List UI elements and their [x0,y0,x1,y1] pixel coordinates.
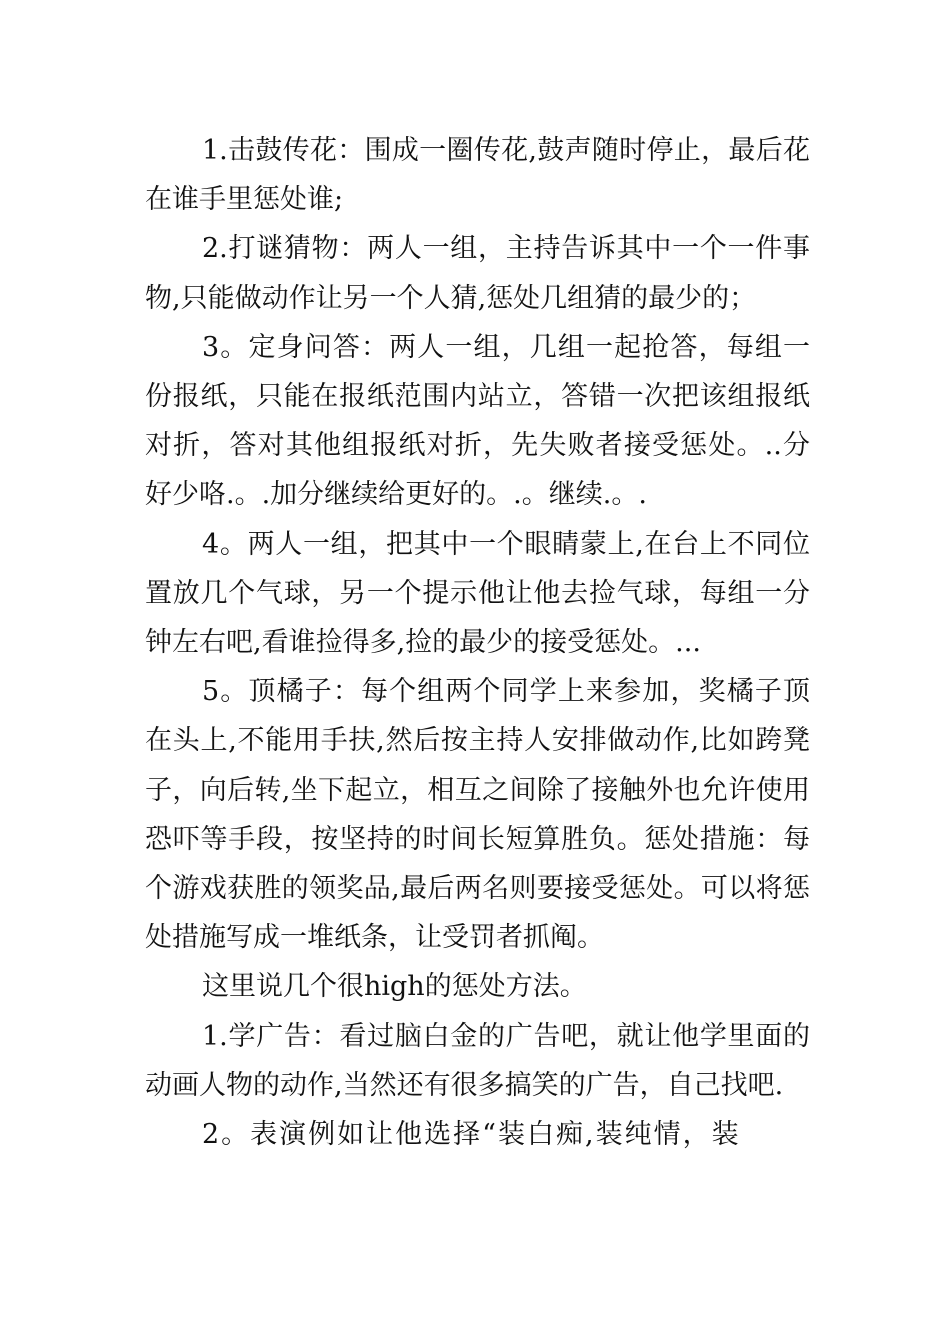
paragraph-punishment-intro: 这里说几个很high的惩处方法。 [202,971,587,1003]
paragraph-game-3: 3。定身问答：两人一组，几组一起抢答，每组一份报纸，只能在报纸范围内站立，答错一次把该组报纸对折，答对其他组报纸对折，先失败者接受惩处。..分好少咯.。.加分继续给更好的。.。继续.。. [145,331,810,511]
paragraph-game-5: 5。顶橘子：每个组两个同学上来参加，奖橘子顶在头上,不能用手扶,然后按主持人安排做动作,比如跨凳子，向后转,坐下起立，相互之间除了接触外也允许使用恐吓等手段，按坚持的时间长短算胜负。惩处措施：每个游戏获胜的领奖品,最后两名则要接受惩处。可以将惩处措施写成一堆纸条，让受罚者抓阄。 [145,676,810,954]
paragraph-punishment-2: 2。表演例如让他选择“装白痴,装纯情，装 [202,1119,741,1151]
paragraph-game-2: 2.打谜猜物：两人一组，主持告诉其中一个一件事物,只能做动作让另一个人猜,惩处几组猜的最少的； [145,233,810,314]
paragraph-game-4: 4。两人一组，把其中一个眼睛蒙上,在台上不同位置放几个气球，另一个提示他让他去捡气球，每组一分钟左右吧,看谁捡得多,捡的最少的接受惩处。... [145,528,810,659]
paragraph-punishment-1: 1.学广告：看过脑白金的广告吧，就让他学里面的动画人物的动作,当然还有很多搞笑的广告，自己找吧. [145,1020,810,1101]
paragraph-game-1: 1.击鼓传花：围成一圈传花,鼓声随时停止，最后花在谁手里惩处谁; [145,135,810,216]
document-body [145,126,810,1159]
